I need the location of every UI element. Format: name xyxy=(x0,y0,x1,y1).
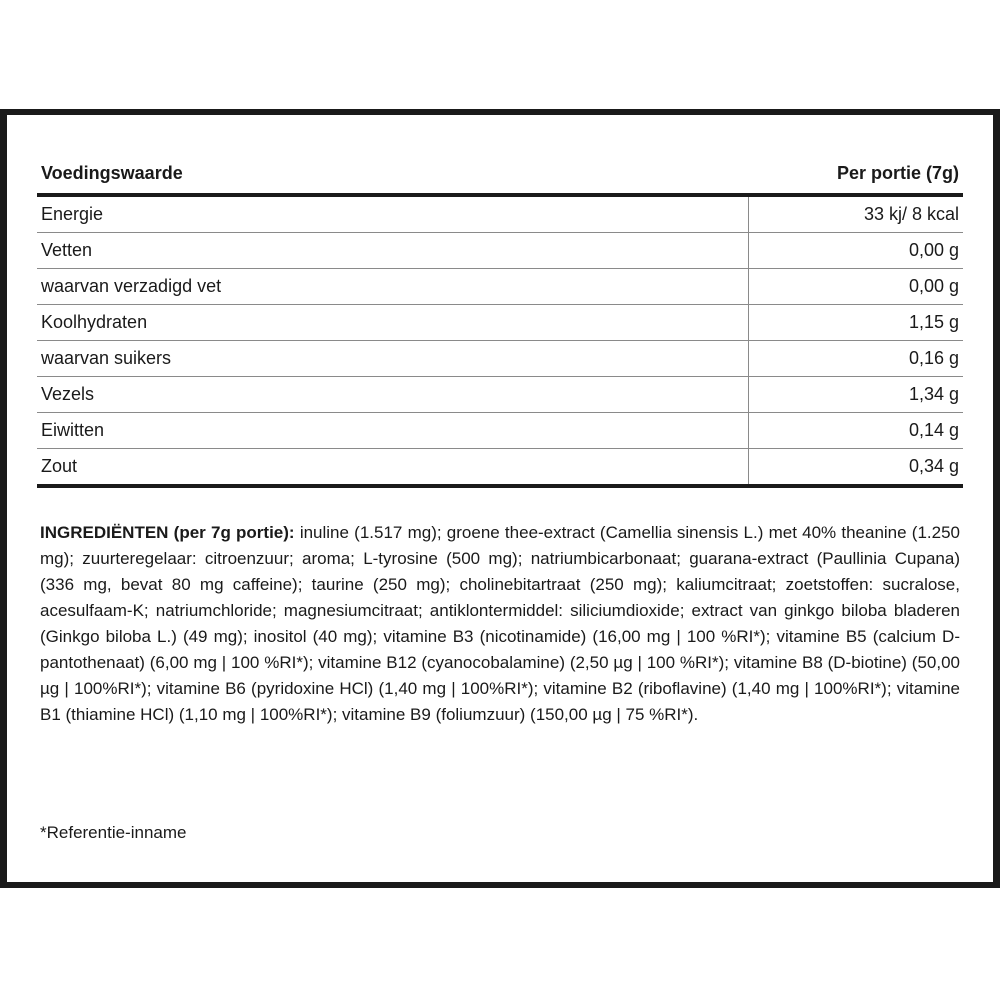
nutrient-name: Eiwitten xyxy=(37,413,749,449)
ingredients-text: inuline (1.517 mg); groene thee-extract (Camellia sinensis L.) met 40% theanine (1.250 mg); zuurteregelaar: citroenzuur; aroma; L-tyrosine (500 mg); natriumbicarbonaat; guarana-extract (Paullinia Cupana) (336 mg, bevat 80 mg caffeine); taurine (250 mg); cholinebitartraat (250 mg); kaliumcitraat; zoetstoffen: sucralose, acesulfaam-K; natriumchloride; magnesiumcitraat; antiklontermiddel: siliciumdioxide; extract van ginkgo biloba bladeren (Ginkgo biloba L.) (49 mg); inositol (40 mg); vitamine B3 (nicotinamide) (16,00 mg | 100 %RI*); vitamine B5 (calcium D- pantothenaat) (6,00 mg | 100 %RI*); vitamine B12 (cyanocobalamine) (2,50 µg | 100 %RI*); vitamine B8 (D-biotine) (50,00 µg | 100%RI*); vitamine B6 (pyridoxine HCl) (1,40 mg | 100%RI*); vitamine B2 (riboflavine) (1,40 mg | 100%RI*); vitamine B1 (thiamine HCl) (1,10 mg | 100%RI*); vitamine B9 (foliumzuur) (150,00 µg | 75 %RI*). xyxy=(40,523,961,724)
ingredients-heading: INGREDIËNTEN (per 7g portie): xyxy=(40,523,295,542)
nutrient-name: waarvan verzadigd vet xyxy=(37,269,749,305)
nutrient-value: 0,16 g xyxy=(749,341,964,377)
nutrient-name: Koolhydraten xyxy=(37,305,749,341)
nutrient-value: 33 kj/ 8 kcal xyxy=(749,195,964,233)
table-row xyxy=(37,377,963,413)
footnote: *Referentie-inname xyxy=(40,823,187,842)
nutrient-name: Zout xyxy=(37,449,749,487)
table-row xyxy=(37,269,963,305)
nutrient-value: 1,34 g xyxy=(749,377,964,413)
table-row xyxy=(37,413,963,449)
header-nutrient: Voedingswaarde xyxy=(37,153,749,195)
table-row xyxy=(37,305,963,341)
ingredients-paragraph xyxy=(40,520,960,728)
nutrient-value: 0,14 g xyxy=(749,413,964,449)
nutrient-value: 0,34 g xyxy=(749,449,964,487)
nutrition-label xyxy=(0,109,1000,888)
nutrient-value: 0,00 g xyxy=(749,269,964,305)
nutrient-name: Vezels xyxy=(37,377,749,413)
nutrient-name: waarvan suikers xyxy=(37,341,749,377)
nutrition-table xyxy=(37,153,963,488)
nutrient-value: 1,15 g xyxy=(749,305,964,341)
table-header-row xyxy=(37,153,963,195)
table-row xyxy=(37,233,963,269)
table-row xyxy=(37,341,963,377)
table-row xyxy=(37,449,963,487)
nutrient-name: Vetten xyxy=(37,233,749,269)
header-per-portion: Per portie (7g) xyxy=(749,153,964,195)
table-row xyxy=(37,195,963,233)
nutrient-value: 0,00 g xyxy=(749,233,964,269)
nutrient-name: Energie xyxy=(37,195,749,233)
